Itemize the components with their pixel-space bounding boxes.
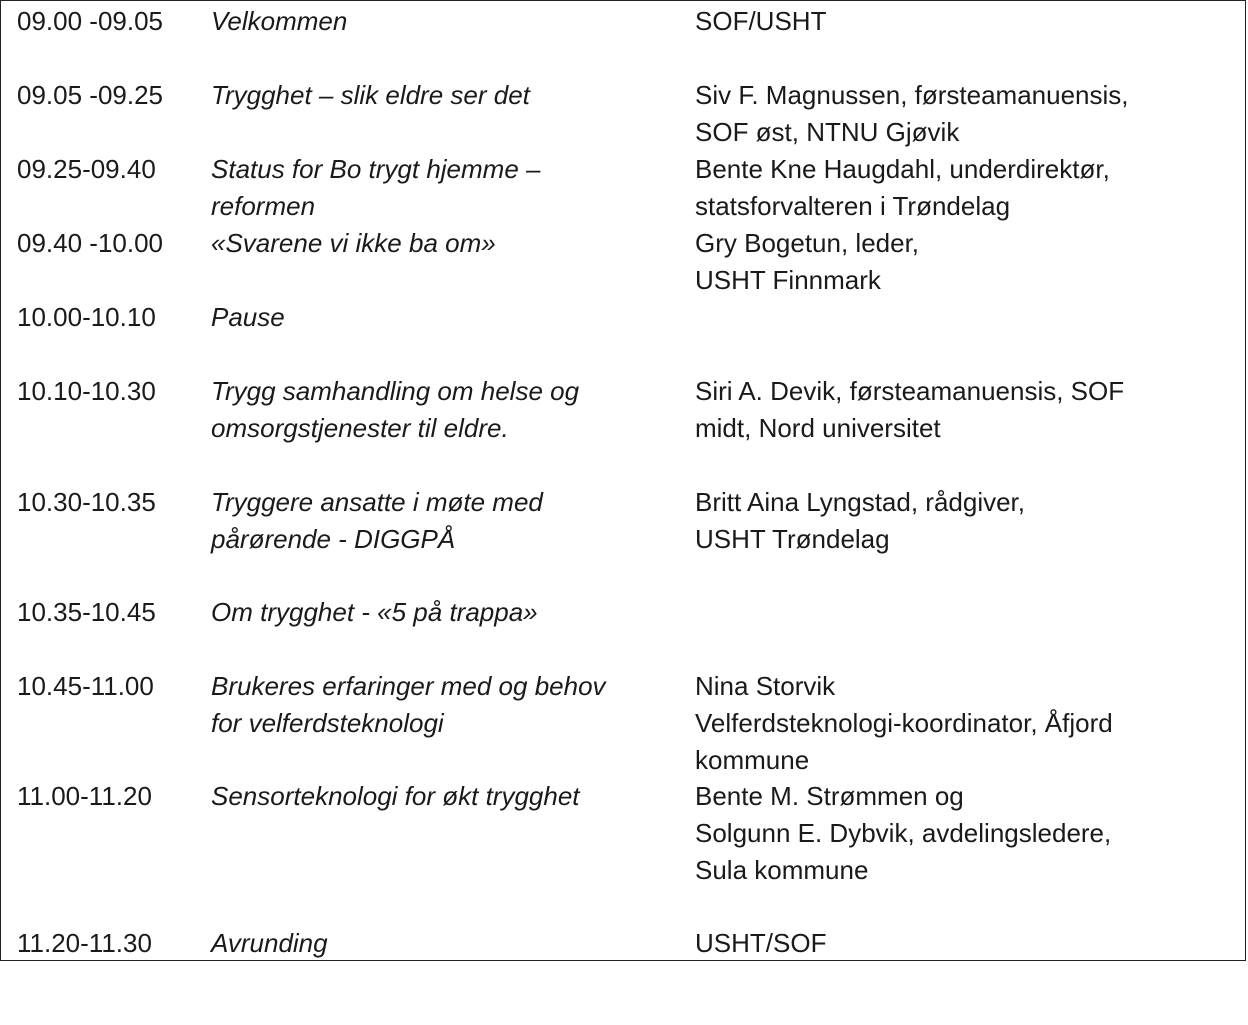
row-title [211,373,579,447]
row-time: 10.00-10.10 [17,302,156,332]
speaker-line: SOF øst, NTNU Gjøvik [695,117,960,147]
speaker-line: Nina Storvik [695,671,836,701]
row-time: 10.30-10.35 [17,487,156,517]
title-line: Status for Bo trygt hjemme – [211,154,541,184]
title-line: «Svarene vi ikke ba om» [211,228,496,258]
speaker-line: Siri A. Devik, førsteamanuensis, SOF [695,376,1125,406]
row-speaker [695,668,1113,779]
speaker-line: Britt Aina Lyngstad, rådgiver, [695,487,1026,517]
title-line: Tryggere ansatte i møte med [211,487,543,517]
row-speaker [695,484,1025,558]
title-line: Om trygghet - «5 på trappa» [211,597,538,627]
title-line: Trygg samhandling om helse og [211,376,580,406]
row-speaker [695,77,1129,151]
row-time: 10.10-10.30 [17,376,156,406]
speaker-line: kommune [695,745,810,775]
speaker-line: USHT Finnmark [695,265,881,295]
speaker-line: Bente Kne Haugdahl, underdirektør, [695,154,1110,184]
title-line: Velkommen [211,6,348,36]
row-title [211,77,530,114]
speaker-line: Bente M. Strømmen og [695,781,964,811]
row-speaker [695,225,919,299]
speaker-line: USHT Trøndelag [695,524,890,554]
speaker-line: Solgunn E. Dybvik, avdelingsledere, [695,818,1112,848]
row-title [211,299,285,336]
row-time: 09.05 -09.25 [17,80,164,110]
row-time: 10.45-11.00 [17,671,154,701]
row-speaker [695,373,1124,447]
title-line: for velferdsteknologi [211,708,444,738]
row-title [211,3,347,40]
speaker-line: midt, Nord universitet [695,413,941,443]
title-line: reformen [211,191,316,221]
row-title [211,151,540,225]
title-line: pårørende - DIGGPÅ [211,524,456,554]
speaker-line: Siv F. Magnussen, førsteamanuensis, [695,80,1129,110]
speaker-line: Gry Bogetun, leder, [695,228,920,258]
title-line: Sensorteknologi for økt trygghet [211,781,580,811]
row-title [211,225,496,262]
row-title [211,668,606,742]
speaker-line: SOF/USHT [695,6,827,36]
row-speaker [695,151,1110,225]
row-speaker [695,778,1111,889]
title-line: omsorgstjenester til eldre. [211,413,509,443]
title-line: Pause [211,302,285,332]
speaker-line: Velferdsteknologi-koordinator, Åfjord [695,708,1113,738]
row-time: 11.20-11.30 [17,928,152,958]
speaker-line: USHT/SOF [695,928,827,958]
title-line: Avrunding [211,928,328,958]
row-title [211,484,543,558]
row-time: 09.40 -10.00 [17,228,164,258]
row-time: 11.00-11.20 [17,781,152,811]
row-time: 10.35-10.45 [17,597,156,627]
row-title [211,925,328,962]
row-title [211,778,580,815]
speaker-line: statsforvalteren i Trøndelag [695,191,1011,221]
title-line: Trygghet – slik eldre ser det [211,80,530,110]
row-title [211,594,538,631]
speaker-line: Sula kommune [695,855,869,885]
row-time: 09.25-09.40 [17,154,156,184]
row-time: 09.00 -09.05 [17,6,164,36]
row-speaker [695,3,826,40]
row-speaker [695,925,826,962]
title-line: Brukeres erfaringer med og behov [211,671,606,701]
